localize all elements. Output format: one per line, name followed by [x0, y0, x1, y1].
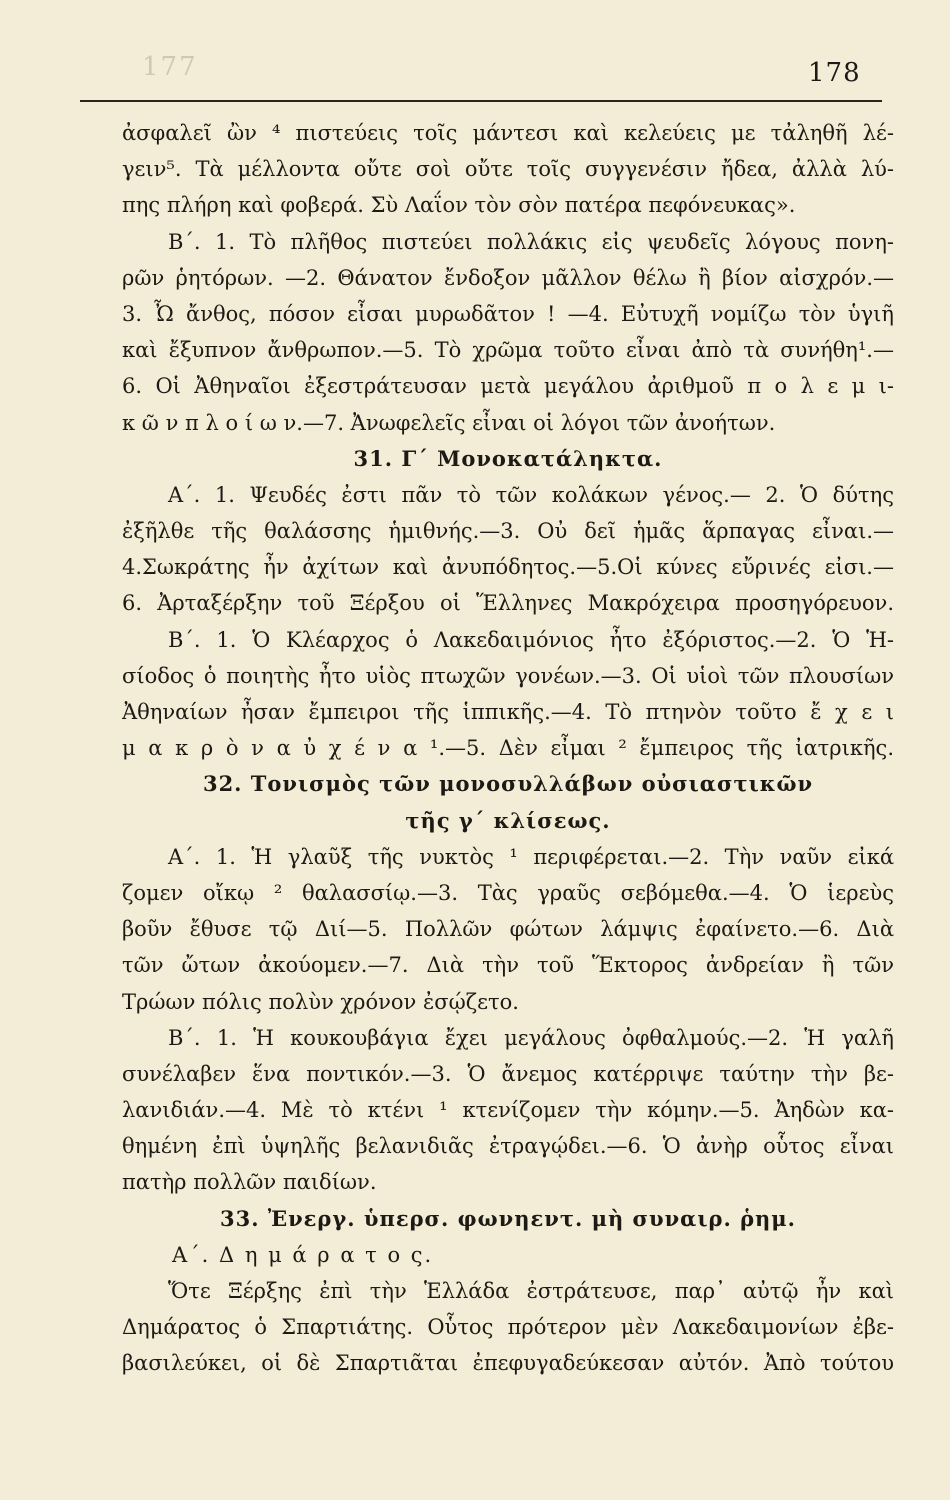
text-line: λανιδιάν.—4. Μὲ τὸ κτένι ¹ κτενίζομεν τὴν κόμην.—5. Ἀηδὼν κα-: [122, 1098, 894, 1123]
text-line: βοῦν ἔθυσε τῷ Διί—5. Πολλῶν φώτων λάμψις ἐφαίνετο.—6. Διὰ: [122, 917, 894, 942]
text-line: 3. Ὦ ἄνθος, πόσον εἶσαι μυρωδᾶτον ! —4. Εὐτυχῆ νομίζω τὸν ὑγιῆ: [122, 301, 894, 326]
text-line: μ α κ ρ ὸ ν α ὐ χ έ ν α ¹.—5. Δὲν εἶμαι ² ἔμπειρος τῆς ἰατρικῆς.: [122, 736, 894, 761]
text-line: Β΄. 1. Ἡ κουκουβάγια ἔχει μεγάλους ὀφθαλμούς.—2. Ἡ γαλῆ: [168, 1025, 894, 1050]
page-text: [122, 115, 894, 1382]
text-line: 6. Ἀρταξέρξην τοῦ Ξέρξου οἱ Ἕλληνες Μακρόχειρα προσηγόρευον.: [122, 591, 894, 616]
text-line: πατὴρ πολλῶν παιδίων.: [122, 1170, 377, 1195]
text-line: Β΄. 1. Τὸ πλῆθος πιστεύει πολλάκις εἰς ψευδεῖς λόγους πονη-: [168, 229, 894, 254]
text-line: ἐξῆλθε τῆς θαλάσσης ἡμιθνής.—3. Οὐ δεῖ ἡμᾶς ἅρπαγας εἶναι.—: [122, 519, 894, 544]
text-line: συνέλαβεν ἕνα ποντικόν.—3. Ὁ ἄνεμος κατέρριψε ταύτην τὴν βε-: [122, 1061, 894, 1086]
text-line: ζομεν οἴκῳ ² θαλασσίῳ.—3. Τὰς γραῦς σεβόμεθα.—4. Ὁ ἱερεὺς: [122, 880, 894, 905]
text-line: Β΄. 1. Ὁ Κλέαρχος ὁ Λακεδαιμόνιος ἦτο ἐξόριστος.—2. Ὁ Ἡ-: [168, 627, 894, 652]
text-line: Α΄. Δ η μ ά ρ α τ ο ς.: [172, 1242, 434, 1267]
text-line: Α΄. 1. Ἡ γλαῦξ τῆς νυκτὸς ¹ περιφέρεται.—2. Τὴν ναῦν εἰκά: [168, 844, 894, 869]
section-heading: 31. Γ΄ Μονοκατάληκτα.: [353, 445, 663, 471]
text-line: σίοδος ὁ ποιητὴς ἦτο υἱὸς πτωχῶν γονέων.—3. Οἱ υἱοὶ τῶν πλουσίων: [122, 663, 894, 688]
text-line: τῶν ὤτων ἀκούομεν.—7. Διὰ τὴν τοῦ Ἕκτορος ἀνδρείαν ἢ τῶν: [122, 953, 894, 978]
text-line: Δημάρατος ὁ Σπαρτιάτης. Οὗτος πρότερον μὲν Λακεδαιμονίων ἐβε-: [122, 1315, 894, 1340]
page-number: 178: [808, 58, 861, 88]
text-line: Τρώων πόλις πολὺν χρόνον ἐσῴζετο.: [122, 989, 519, 1014]
text-line: βασιλεύκει, οἱ δὲ Σπαρτιᾶται ἐπεφυγαδεύκεσαν αὐτόν. Ἀπὸ τούτου: [122, 1351, 894, 1376]
section-heading: τῆς γ΄ κλίσεως.: [405, 807, 611, 833]
bleed-through-page-number: 177: [142, 52, 198, 82]
header-rule: [80, 100, 882, 102]
text-line: κ ῶ ν π λ ο ί ω ν.—7. Ἀνωφελεῖς εἶναι οἱ λόγοι τῶν ἀνοήτων.: [122, 410, 776, 435]
text-line: γειν⁵. Τὰ μέλλοντα οὔτε σοὶ οὔτε τοῖς συγγενέσιν ἤδεα, ἀλλὰ λύ-: [122, 157, 894, 182]
text-line: Α΄. 1. Ψευδές ἐστι πᾶν τὸ τῶν κολάκων γένος.— 2. Ὁ δύτης: [168, 482, 894, 507]
text-line: πης πλήρη καὶ φοβερά. Σὺ Λαΐον τὸν σὸν πατέρα πεφόνευκας».: [122, 193, 796, 218]
text-line: θημένη ἐπὶ ὑψηλῆς βελανιδιᾶς ἐτραγῴδει.—6. Ὁ ἀνὴρ οὗτος εἶναι: [122, 1134, 894, 1159]
text-line: 6. Οἱ Ἀθηναῖοι ἐξεστράτευσαν μετὰ μεγάλου ἀριθμοῦ π ο λ ε μ ι-: [122, 374, 894, 399]
text-line: 4.Σωκράτης ἦν ἀχίτων καὶ ἀνυπόδητος.—5.Οἱ κύνες εὔρινές εἰσι.—: [122, 555, 894, 580]
text-line: ἀσφαλεῖ ὢν ⁴ πιστεύεις τοῖς μάντεσι καὶ κελεύεις με τἀληθῆ λέ-: [122, 121, 894, 145]
text-line: Ὅτε Ξέρξης ἐπὶ τὴν Ἑλλάδα ἐστράτευσε, παρ᾿ αὐτῷ ἦν καὶ: [168, 1279, 894, 1303]
section-heading: 32. Τονισμὸς τῶν μονοσυλλάβων οὐσιαστικῶν: [202, 771, 814, 797]
text-line: Ἀθηναίων ἦσαν ἔμπειροι τῆς ἱππικῆς.—4. Τὸ πτηνὸν τοῦτο ἔ χ ε ι: [122, 700, 894, 724]
text-line: καὶ ἔξυπνον ἄνθρωπον.—5. Τὸ χρῶμα τοῦτο εἶναι ἀπὸ τὰ συνήθη¹.—: [122, 338, 894, 363]
section-heading: 33. Ἐνεργ. ὑπερσ. φωνηεντ. μὴ συναιρ. ῥημ.: [219, 1205, 796, 1231]
text-line: ρῶν ῥητόρων. —2. Θάνατον ἔνδοξον μᾶλλον θέλω ἢ βίον αἰσχρόν.—: [122, 265, 894, 290]
